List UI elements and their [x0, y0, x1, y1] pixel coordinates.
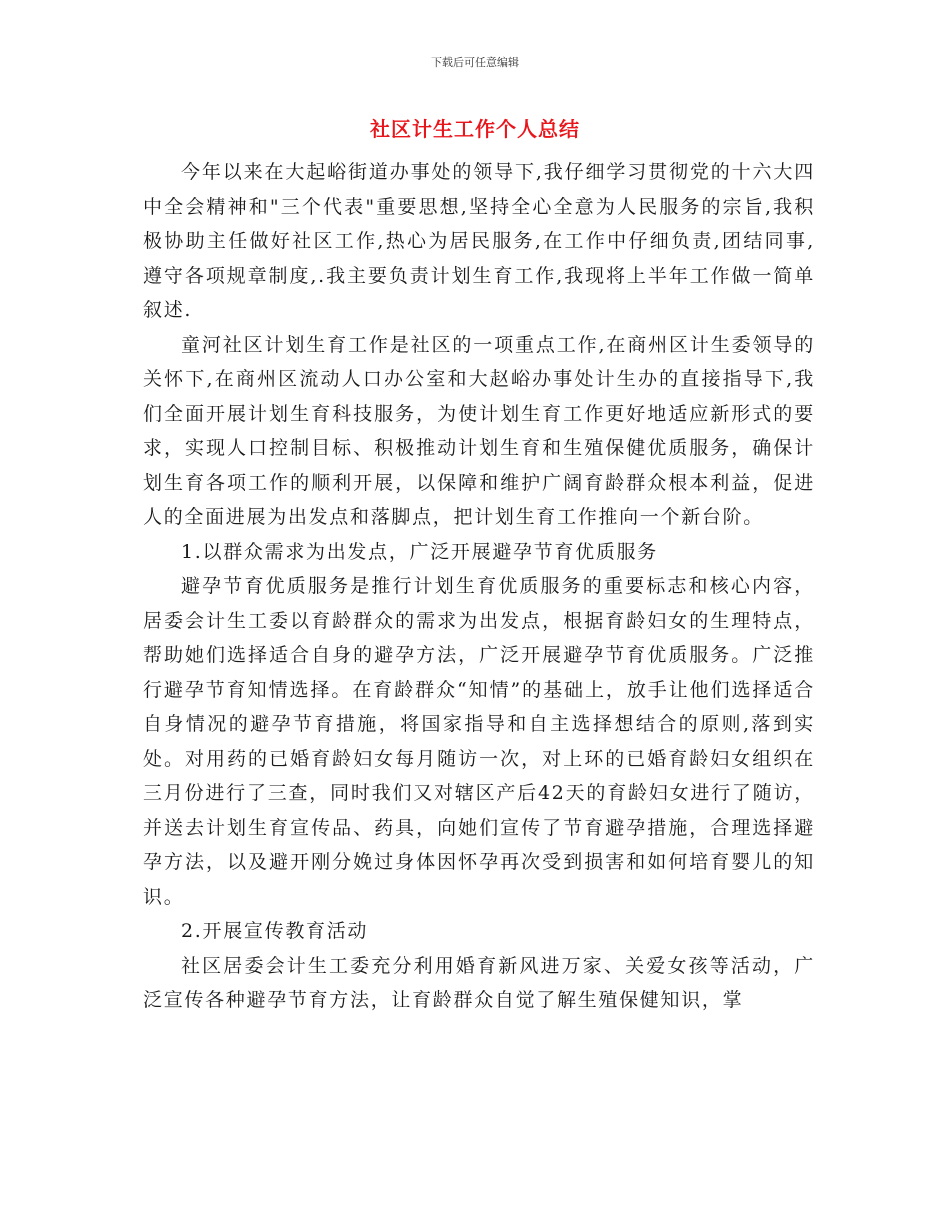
section-heading-1: 1.以群众需求为出发点，广泛开展避孕节育优质服务	[181, 540, 658, 563]
paragraph-section-2: 社区居委会计生工委充分利用婚育新风进万家、关爱女孩等活动，广泛宣传各种避孕节育方法，让育龄群众自觉了解生殖保健知识，掌	[143, 954, 815, 1011]
document-title: 社区计生工作个人总结	[370, 117, 580, 141]
paragraph-overview: 童河社区计划生育工作是社区的一项重点工作,在商州区计生委领导的关怀下,在商州区流动人口办公室和大赵峪办事处计生办的直接指导下,我们全面开展计划生育科技服务，为使计划生育工作更好地适应新形式的要求，实现人口控制目标、积极推动计划生育和生殖保健优质服务，确保计划生育各项工作的顺利开展，以保障和维护广阔育龄群众根本利益，促进人的全面进展为出发点和落脚点，把计划生育工作推向一个新台阶。	[143, 333, 815, 528]
paragraph-section-1: 避孕节育优质服务是推行计划生育优质服务的重要标志和核心内容，居委会计生工委以育龄群众的需求为出发点，根据育龄妇女的生理特点，帮助她们选择适合自身的避孕方法，广泛开展避孕节育优质服务。广泛推行避孕节育知情选择。在育龄群众“知情”的基础上，放手让他们选择适合自身情况的避孕节育措施，将国家指导和自主选择想结合的原则,落到实处。对用药的已婚育龄妇女每月随访一次，对上环的已婚育龄妇女组织在三月份进行了三查，同时我们又对辖区产后42天的育龄妇女进行了随访，并送去计划生育宣传品、药具，向她们宣传了节育避孕措施，合理选择避孕方法，以及避开刚分娩过身体因怀孕再次受到损害和如何培育婴儿的知识。	[143, 575, 815, 908]
document-body	[143, 155, 815, 1018]
paragraph-intro: 今年以来在大起峪街道办事处的领导下,我仔细学习贯彻党的十六大四中全会精神和"三个代表"重要思想,坚持全心全意为人民服务的宗旨,我积极协助主任做好社区工作,热心为居民服务,在工作中仔细负责,团结同事,遵守各项规章制度,.我主要负责计划生育工作,我现将上半年工作做一简单叙述.	[143, 161, 815, 321]
header-note: 下载后可任意编辑	[431, 56, 519, 69]
section-heading-2: 2.开展宣传教育活动	[181, 920, 369, 942]
